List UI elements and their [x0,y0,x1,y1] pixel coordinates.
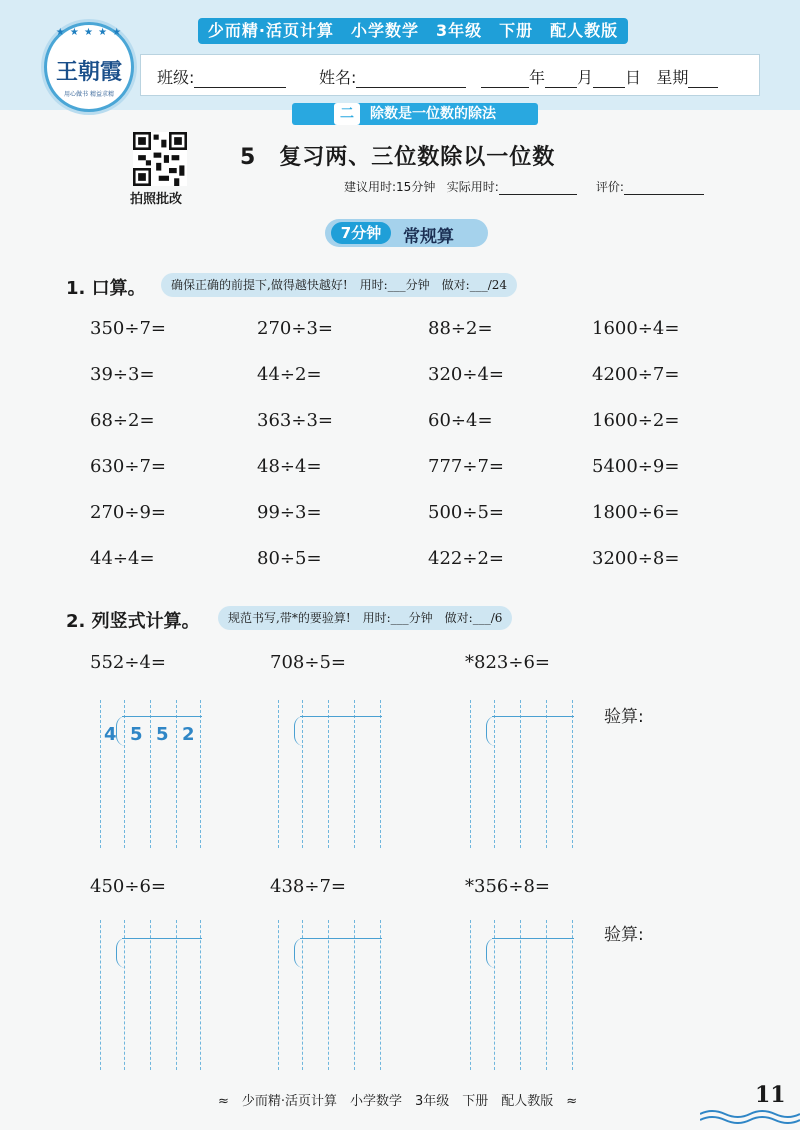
footer-series: ≈ 少而精·活页计算 小学数学 3年级 下册 配人教版 ≈ [218,1094,578,1109]
pill-time: 7分钟 [331,222,391,244]
page-number: 11 [755,1082,786,1108]
logo-stars: ★ ★ ★ ★ ★ [55,27,123,38]
q1-title: 1. 口算。 [66,278,146,299]
oral-item: 270÷3= [257,318,333,339]
oral-item: 422÷2= [428,548,504,569]
student-info-box [140,54,760,96]
practice-pill [325,219,488,247]
q2-title: 2. 列竖式计算。 [66,611,200,632]
oral-item: 1600÷2= [592,410,680,431]
vertical-problem: 552÷4= [90,652,166,673]
oral-item: 60÷4= [428,410,493,431]
example-digit: 2 [182,724,195,745]
series-title: 少而精·活页计算 小学数学 3年级 下册 配人教版 [198,18,628,44]
section-number: 二 [334,103,360,125]
q2-note: 规范书写,带*的要验算! 用时:___分钟 做对:___/6 [218,606,512,630]
name-input[interactable] [356,69,466,88]
oral-item: 99÷3= [257,502,322,523]
oral-item: 68÷2= [90,410,155,431]
lesson-title: 5 复习两、三位数除以一位数 [240,145,556,170]
oral-item: 48÷4= [257,456,322,477]
oral-item: 4200÷7= [592,364,680,385]
actual-time-input[interactable] [499,180,577,195]
section-banner [292,103,538,125]
oral-item: 350÷7= [90,318,166,339]
oral-item: 44÷2= [257,364,322,385]
oral-item: 270÷9= [90,502,166,523]
oral-item: 777÷7= [428,456,504,477]
example-digit: 5 [156,724,169,745]
rating-input[interactable] [624,180,704,195]
oral-item: 44÷4= [90,548,155,569]
oral-item: 320÷4= [428,364,504,385]
oral-item: 500÷5= [428,502,504,523]
oral-item: 80÷5= [257,548,322,569]
oral-item: 3200÷8= [592,548,680,569]
logo-slogan: 用心做书 精益求精 [64,91,114,98]
example-digit: 5 [130,724,143,745]
time-meta: 建议用时:15分钟 实际用时: 评价: [344,178,704,195]
logo-name: 王朝霞 [55,59,122,85]
verify-label: 验算: [604,707,644,727]
vertical-problem: 708÷5= [270,652,346,673]
verify-label: 验算: [604,925,644,945]
publisher-logo [44,22,134,112]
qr-label: 拍照批改 [130,192,183,207]
date-field: 年 月 日 星期 [481,65,718,88]
oral-item: 39÷3= [90,364,155,385]
oral-item: 363÷3= [257,410,333,431]
wave-decoration-icon [700,1108,800,1124]
vertical-problem: *823÷6= [465,652,550,673]
name-field: 姓名: [319,65,466,88]
oral-item: 1600÷4= [592,318,680,339]
oral-item: 5400÷9= [592,456,680,477]
class-field: 班级: [157,65,286,88]
qr-code-icon[interactable] [133,132,187,186]
vertical-problem: 450÷6= [90,876,166,897]
class-input[interactable] [194,69,286,88]
q1-note: 确保正确的前提下,做得越快越好! 用时:___分钟 做对:___/24 [161,273,517,297]
section-title: 除数是一位数的除法 [370,106,496,122]
pill-label: 常规算 [403,227,454,247]
oral-item: 630÷7= [90,456,166,477]
vertical-problem: 438÷7= [270,876,346,897]
vertical-problem: *356÷8= [465,876,550,897]
oral-item: 88÷2= [428,318,493,339]
example-divisor: 4 [104,724,117,745]
oral-item: 1800÷6= [592,502,680,523]
